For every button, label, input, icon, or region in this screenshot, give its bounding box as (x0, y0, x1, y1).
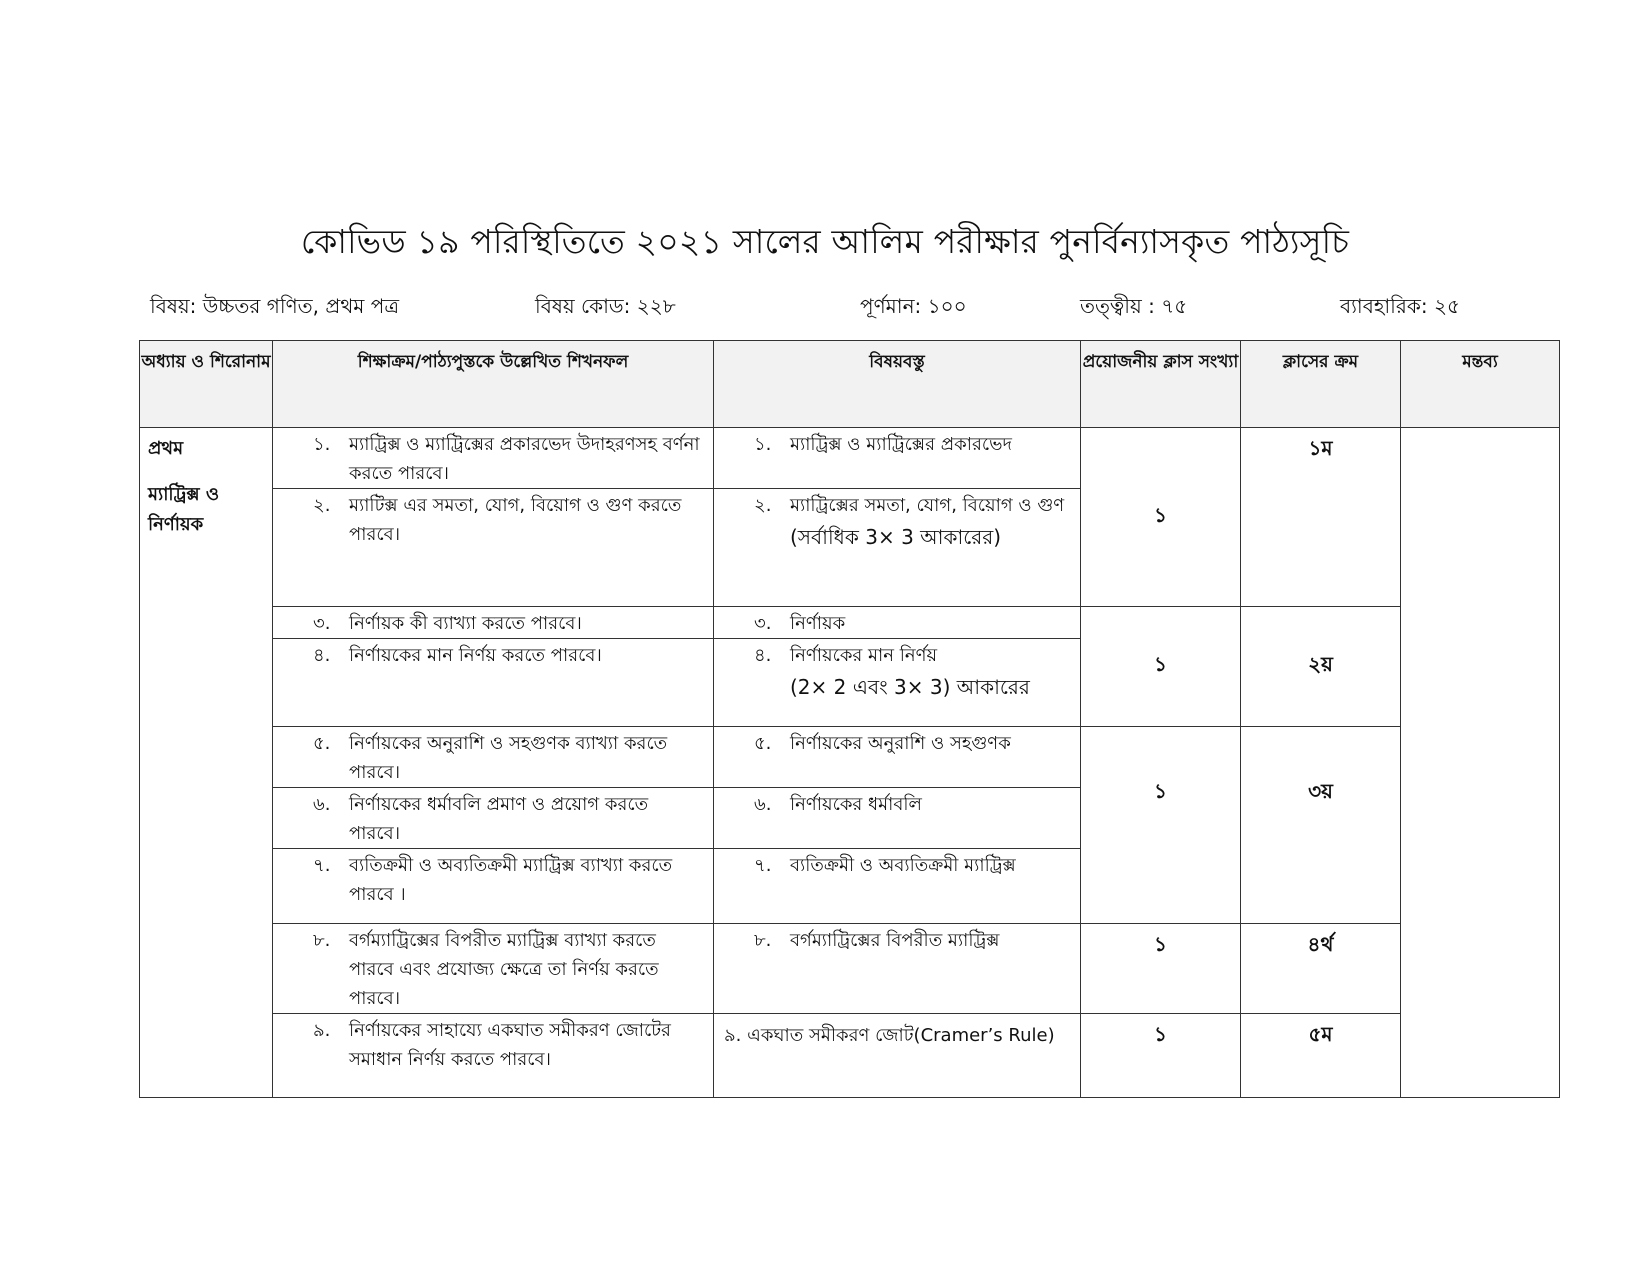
outcome-number: ৬. (313, 794, 331, 815)
header-remarks: মন্তব্য (1401, 341, 1560, 428)
table-row (140, 1014, 1560, 1098)
table-row (140, 428, 1560, 489)
chapter-cell (140, 428, 273, 1098)
class-order: ১ম (1241, 428, 1401, 607)
outcome-text: ম্যাট্রিক্স ও ম্যাট্রিক্সের প্রকারভেদ উদাহরণসহ বর্ণনা করতে পারবে। (349, 434, 700, 484)
class-count: ১ (1081, 607, 1241, 727)
header-content: বিষয়বস্তু (714, 341, 1081, 428)
table-row (140, 727, 1560, 788)
table-row (140, 607, 1560, 639)
outcome-text: নির্ণায়ক কী ব্যাখ্যা করতে পারবে। (349, 613, 582, 634)
outcome-number: ৪. (313, 645, 331, 666)
content-text: বর্গম্যাট্রিক্সের বিপরীত ম্যাট্রিক্স (790, 930, 1000, 951)
class-count: ১ (1081, 924, 1241, 1014)
practical-marks: ব্যাবহারিক: ২৫ (1340, 294, 1460, 318)
outcome-number: ৫. (313, 733, 331, 754)
full-marks: পূর্ণমান: ১০০ (860, 294, 967, 318)
outcome-text: নির্ণায়কের সাহায্যে একঘাত সমীকরণ জোটের সমাধান নির্ণয় করতে পারবে। (349, 1020, 671, 1070)
outcome-number: ৯. (313, 1020, 331, 1041)
header-outcomes: শিক্ষাক্রম/পাঠ্যপুস্তকে উল্লেখিত শিখনফল (273, 341, 714, 428)
content-text: নির্ণায়কের অনুরাশি ও সহগুণক (790, 733, 1011, 754)
class-count: ১ (1081, 727, 1241, 924)
theory-marks: তত্ত্বীয় : ৭৫ (1080, 294, 1188, 318)
header-classes: প্রয়োজনীয় ক্লাস সংখ্যা (1081, 341, 1241, 428)
outcome-text: ম্যাটিক্স এর সমতা, যোগ, বিয়োগ ও গুণ করতে পারবে। (349, 495, 682, 545)
class-order: ৫ম (1241, 1014, 1401, 1098)
page-title: কোভিড ১৯ পরিস্থিতিতে ২০২১ সালের আলিম পরীক্ষার পুনর্বিন্যাসকৃত পাঠ্যসূচি (300, 222, 1350, 261)
outcome-number: ৩. (313, 613, 331, 634)
content-number: ৭. (754, 855, 772, 876)
class-count: ১ (1081, 428, 1241, 607)
syllabus-table (139, 340, 1560, 1098)
table-row (140, 924, 1560, 1014)
content-number: ২. (754, 495, 772, 516)
content-text: নির্ণায়কের ধর্মাবলি (790, 794, 922, 815)
content-number: ৫. (754, 733, 772, 754)
class-count: ১ (1081, 1014, 1241, 1098)
content-text: নির্ণায়ক (790, 613, 846, 634)
outcome-text: নির্ণায়কের অনুরাশি ও সহগুণক ব্যাখ্যা করতে পারবে। (349, 733, 668, 783)
content-note: (2× 2 এবং 3× 3) আকারের (790, 675, 1030, 699)
outcome-text: ব্যতিক্রমী ও অব্যতিক্রমী ম্যাট্রিক্স ব্যাখ্যা করতে পারবে । (349, 855, 673, 905)
outcome-number: ১. (313, 434, 331, 455)
subject-code: বিষয় কোড: ২২৮ (535, 294, 676, 318)
subject-label: বিষয়: উচ্চতর গণিত, প্রথম পত্র (150, 294, 400, 318)
header-chapter: অধ্যায় ও শিরোনাম (140, 341, 273, 428)
class-order: ২য় (1241, 607, 1401, 727)
outcome-number: ৮. (313, 930, 331, 951)
header-order: ক্লাসের ক্রম (1241, 341, 1401, 428)
content-number: ৬. (754, 794, 772, 815)
chapter-number: প্রথম (148, 438, 184, 459)
outcome-text: নির্ণায়কের মান নির্ণয় করতে পারবে। (349, 645, 602, 666)
content-text: ম্যাট্রিক্স ও ম্যাট্রিক্সের প্রকারভেদ (790, 434, 1012, 455)
content-text: ম্যাট্রিক্সের সমতা, যোগ, বিয়োগ ও গুণ (790, 495, 1065, 516)
outcome-text: নির্ণায়কের ধর্মাবলি প্রমাণ ও প্রয়োগ করতে পারবে। (349, 794, 649, 844)
outcome-text: বর্গম্যাট্রিক্সের বিপরীত ম্যাট্রিক্স ব্যাখ্যা করতে পারবে এবং প্রযোজ্য ক্ষেত্রে তা নির্ণয় করতে পারবে। (349, 930, 659, 1009)
content-note: (সর্বাধিক 3× 3 আকারের) (790, 525, 1002, 549)
table-header-row (140, 341, 1560, 428)
content-text: ব্যতিক্রমী ও অব্যতিক্রমী ম্যাট্রিক্স (790, 855, 1016, 876)
class-order: ৩য় (1241, 727, 1401, 924)
content-number: ৮. (754, 930, 772, 951)
remarks-cell (1401, 428, 1560, 1098)
content-text: ৯. একঘাত সমীকরণ জোট(Cramer’s Rule) (724, 1025, 1055, 1046)
content-number: ৩. (754, 613, 772, 634)
content-number: ১. (754, 434, 772, 455)
content-text: নির্ণায়কের মান নির্ণয় (790, 645, 938, 666)
class-order: ৪র্থ (1241, 924, 1401, 1014)
outcome-number: ৭. (313, 855, 331, 876)
content-number: ৪. (754, 645, 772, 666)
outcome-number: ২. (313, 495, 331, 516)
chapter-name: ম্যাট্রিক্স ও নির্ণায়ক (148, 484, 220, 535)
